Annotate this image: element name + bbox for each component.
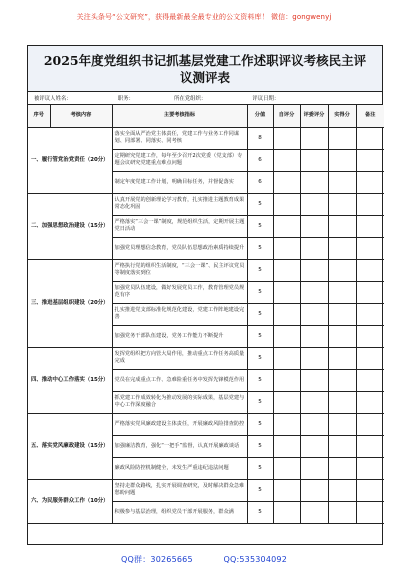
- note-input[interactable]: [356, 369, 384, 391]
- indicator-cell: 坚持走群众路线，扎实开展调查研究，及时解决群众急难愁盼问题: [112, 479, 247, 501]
- note-input[interactable]: [356, 413, 384, 435]
- note-input[interactable]: [356, 347, 384, 369]
- score-cell: 5: [247, 281, 273, 303]
- actual-score-input[interactable]: [328, 457, 356, 479]
- actual-score-input[interactable]: [328, 149, 356, 171]
- position-label: 职务：: [117, 96, 134, 102]
- indicator-cell: 加强党务干部队伍建设，党务工作能力不断提升: [112, 325, 247, 347]
- self-score-input[interactable]: [273, 193, 300, 215]
- section-label: 六、为民服务群众工作（10分）: [28, 479, 112, 523]
- actual-score-input[interactable]: [328, 303, 356, 325]
- indicator-cell: 加强党员队伍建设，做好发展党员工作，教育管理党员规范有序: [112, 281, 247, 303]
- actual-score-input[interactable]: [328, 391, 356, 413]
- actual-score-input[interactable]: [328, 237, 356, 259]
- header-eval-score: 评委评分: [300, 105, 328, 127]
- footer-contact: [0, 554, 408, 565]
- eval-score-input[interactable]: [300, 435, 328, 457]
- indicator-cell: 抓党建工作成效转化为推动发展的实际成果，基层党建与中心工作深度融合: [112, 391, 247, 413]
- actual-score-input[interactable]: [328, 479, 356, 501]
- eval-score-input[interactable]: [300, 303, 328, 325]
- header-note: 备注: [356, 105, 384, 127]
- evaluatee-label: 被评议人姓名：: [34, 96, 72, 102]
- date-label: 评议日期：: [252, 96, 280, 102]
- note-input[interactable]: [356, 303, 384, 325]
- table-row: [28, 193, 384, 215]
- actual-score-input[interactable]: [328, 193, 356, 215]
- qq-number: QQ:535304092: [223, 555, 287, 564]
- self-score-input[interactable]: [273, 127, 300, 149]
- indicator-cell: 认真开展党的创新理论学习教育，扎实推进主题教育成果常态化巩固: [112, 193, 247, 215]
- indicator-cell: 定期研究党建工作，每年至少召开2次党委（党支部）专题会议研究党建重点难点问题: [112, 149, 247, 171]
- note-input[interactable]: [356, 391, 384, 413]
- score-cell: 5: [247, 435, 273, 457]
- indicator-cell: 严格落实“三会一课”制度，规范组织生活，定期开展主题党日活动: [112, 215, 247, 237]
- eval-score-input[interactable]: [300, 149, 328, 171]
- note-input[interactable]: [356, 171, 384, 193]
- note-input[interactable]: [356, 127, 384, 149]
- self-score-input[interactable]: [273, 457, 300, 479]
- self-score-input[interactable]: [273, 501, 300, 523]
- indicator-cell: 积极参与基层治理，组织党员干部开展服务，群众满: [112, 501, 247, 523]
- eval-score-input[interactable]: [300, 369, 328, 391]
- self-score-input[interactable]: [273, 479, 300, 501]
- eval-score-input[interactable]: [300, 501, 328, 523]
- header-actual-score: 实得分: [328, 105, 356, 127]
- self-score-input[interactable]: [273, 171, 300, 193]
- eval-score-input[interactable]: [300, 457, 328, 479]
- header-banner: 关注头条号“公文研究”，获得最新最全最专业的公文资料库！ 微信：gongwenyj: [76, 13, 332, 21]
- eval-score-input[interactable]: [300, 391, 328, 413]
- header-indicator: 主要考核指标: [112, 105, 247, 127]
- self-score-input[interactable]: [273, 259, 300, 281]
- score-cell: 5: [247, 303, 273, 325]
- eval-score-input[interactable]: [300, 127, 328, 149]
- score-cell: 5: [247, 457, 273, 479]
- eval-score-input[interactable]: [300, 479, 328, 501]
- self-score-input[interactable]: [273, 215, 300, 237]
- eval-score-input[interactable]: [300, 325, 328, 347]
- note-input[interactable]: [356, 325, 384, 347]
- indicator-cell: 落实全面从严治党主体责任，党建工作与业务工作同谋划、同部署、同落实、同考核: [112, 127, 247, 149]
- org-label: 所在党组织：: [173, 96, 207, 102]
- indicator-cell: 严格落实党风廉政建设主体责任，开展廉政风险排查防控: [112, 413, 247, 435]
- qq-group: QQ群：30265665: [121, 555, 193, 564]
- self-score-input[interactable]: [273, 347, 300, 369]
- eval-score-input[interactable]: [300, 281, 328, 303]
- note-input[interactable]: [356, 479, 384, 501]
- note-input[interactable]: [356, 149, 384, 171]
- table-row: [28, 259, 384, 281]
- self-score-input[interactable]: [273, 303, 300, 325]
- score-cell: 5: [247, 501, 273, 523]
- score-cell: 5: [247, 237, 273, 259]
- score-cell: 5: [247, 347, 273, 369]
- note-input[interactable]: [356, 435, 384, 457]
- section-label: 五、落实党风廉政建设（15分）: [28, 413, 112, 479]
- self-score-input[interactable]: [273, 369, 300, 391]
- score-cell: 5: [247, 259, 273, 281]
- note-input[interactable]: [356, 259, 384, 281]
- score-cell: 5: [247, 325, 273, 347]
- actual-score-input[interactable]: [328, 171, 356, 193]
- note-input[interactable]: [356, 237, 384, 259]
- table-row: [28, 127, 384, 149]
- eval-score-input[interactable]: [300, 347, 328, 369]
- header-seq: 序号: [28, 105, 50, 127]
- self-score-input[interactable]: [273, 237, 300, 259]
- page-title: 2025年度党组织书记抓基层党建工作述职评议考核民主评议测评表: [28, 46, 382, 92]
- score-cell: 5: [247, 413, 273, 435]
- actual-score-input[interactable]: [328, 259, 356, 281]
- indicator-cell: 发挥党组织把方向管大局作用，推动重点工作任务高质量完成: [112, 347, 247, 369]
- eval-score-input[interactable]: [300, 215, 328, 237]
- actual-score-input[interactable]: [328, 215, 356, 237]
- actual-score-input[interactable]: [328, 413, 356, 435]
- table-row: [28, 413, 384, 435]
- section-label: 二、加强思想政治建设（15分）: [28, 193, 112, 259]
- table-row: [28, 479, 384, 501]
- note-input[interactable]: [356, 501, 384, 523]
- eval-score-input[interactable]: [300, 413, 328, 435]
- self-score-input[interactable]: [273, 413, 300, 435]
- score-cell: 8: [247, 127, 273, 149]
- actual-score-input[interactable]: [328, 281, 356, 303]
- actual-score-input[interactable]: [328, 435, 356, 457]
- score-cell: 5: [247, 193, 273, 215]
- score-cell: 5: [247, 391, 273, 413]
- note-input[interactable]: [356, 215, 384, 237]
- indicator-cell: 扎实推进党支部标准化规范化建设，党建工作阵地建设完善: [112, 303, 247, 325]
- actual-score-input[interactable]: [328, 501, 356, 523]
- self-score-input[interactable]: [273, 281, 300, 303]
- header-self-score: 自评分: [273, 105, 300, 127]
- self-score-input[interactable]: [273, 325, 300, 347]
- note-input[interactable]: [356, 193, 384, 215]
- section-label: 一、履行管党治党责任（20分）: [28, 127, 112, 193]
- section-label: 四、推动中心工作落实（15分）: [28, 347, 112, 413]
- score-cell: 5: [247, 369, 273, 391]
- header-score: 分值: [247, 105, 273, 127]
- indicator-cell: 党员在完成重点工作、急难险重任务中发挥先锋模范作用: [112, 369, 247, 391]
- score-cell: 6: [247, 149, 273, 171]
- note-input[interactable]: [356, 457, 384, 479]
- meta-row: [28, 92, 382, 105]
- self-score-input[interactable]: [273, 435, 300, 457]
- actual-score-input[interactable]: [328, 127, 356, 149]
- table-row: [28, 347, 384, 369]
- indicator-cell: 廉政风险防控机制健全，未发生严重违纪违法问题: [112, 457, 247, 479]
- score-cell: 5: [247, 215, 273, 237]
- score-cell: 5: [247, 479, 273, 501]
- evaluation-sheet: [27, 45, 383, 545]
- actual-score-input[interactable]: [328, 347, 356, 369]
- indicator-cell: 加强党员理想信念教育，党员队伍思想政治素质持续提升: [112, 237, 247, 259]
- actual-score-input[interactable]: [328, 325, 356, 347]
- eval-score-input[interactable]: [300, 171, 328, 193]
- header-content: 考核内容: [50, 105, 112, 127]
- note-input[interactable]: [356, 281, 384, 303]
- score-cell: 6: [247, 171, 273, 193]
- eval-score-input[interactable]: [300, 237, 328, 259]
- indicator-cell: 严格执行党的组织生活制度，“三会一课”、民主评议党员等制度落实到位: [112, 259, 247, 281]
- self-score-input[interactable]: [273, 391, 300, 413]
- evaluation-table: [28, 105, 384, 524]
- actual-score-input[interactable]: [328, 369, 356, 391]
- table-header: [28, 105, 384, 127]
- section-label: 三、推进基层组织建设（20分）: [28, 259, 112, 347]
- indicator-cell: 加强廉洁教育，强化“一把手”监督，认真开展廉政谈话: [112, 435, 247, 457]
- self-score-input[interactable]: [273, 149, 300, 171]
- indicator-cell: 制定年度党建工作计划，明确目标任务，并督促落实: [112, 171, 247, 193]
- eval-score-input[interactable]: [300, 193, 328, 215]
- eval-score-input[interactable]: [300, 259, 328, 281]
